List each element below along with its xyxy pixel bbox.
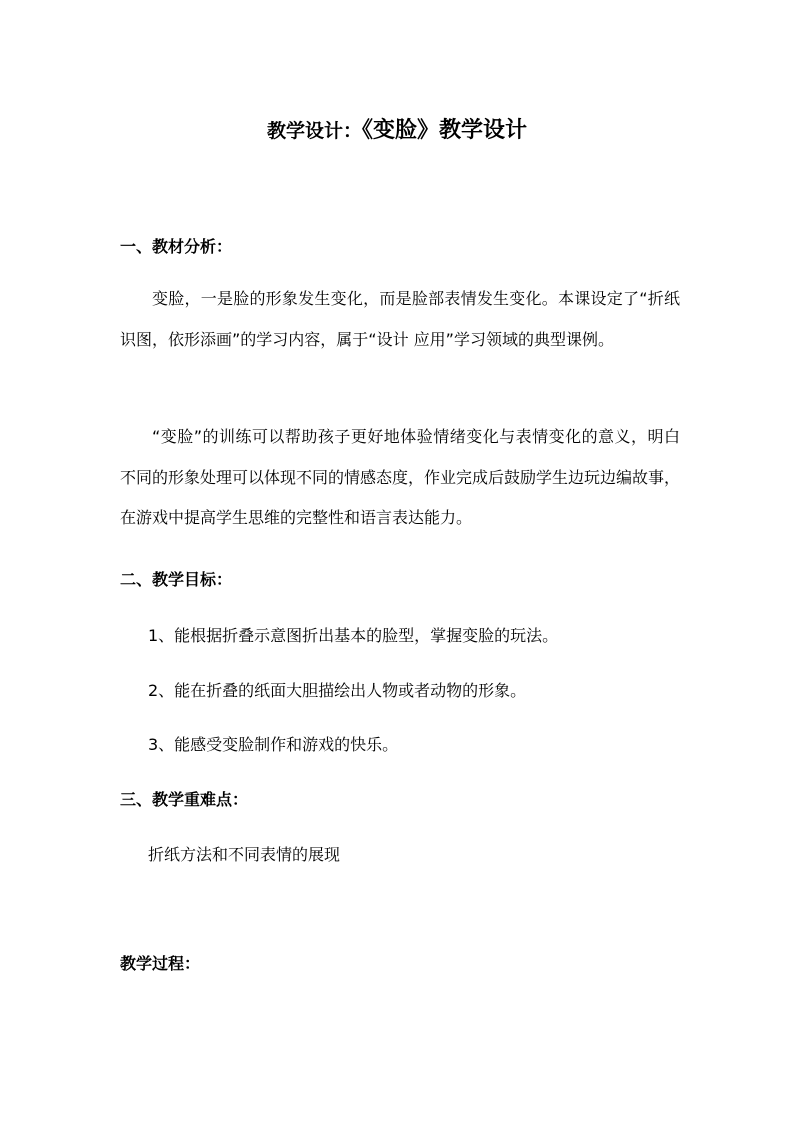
section-heading-key-points: 三、教学重难点： (120, 790, 249, 809)
title-main: 《变脸》教学设计 (362, 118, 528, 143)
key-points-text: 折纸方法和不同表情的展现 (148, 845, 341, 864)
document-title (0, 113, 794, 144)
section-heading-objectives: 二、教学目标： (120, 570, 233, 589)
title-prefix: 教学设计： (266, 120, 362, 142)
objective-item-1: 1、能根据折叠示意图折出基本的脸型，掌握变脸的玩法。 (148, 626, 559, 645)
paragraph-materials-1: 变脸，一是脸的形象发生变化，而是脸部表情发生变化。本课设定了“折纸识图，依形添画”的学习内容，属于“设计 应用”学习领域的典型课例。 (120, 289, 680, 349)
section-heading-process: 教学过程： (120, 954, 201, 973)
paragraph-materials-2: “变脸”的训练可以帮助孩子更好地体验情绪变化与表情变化的意义，明白不同的形象处理可以体现不同的情感态度，作业完成后鼓励学生边玩边编故事，在游戏中提高学生思维的完整性和语言表达能力。 (120, 427, 681, 527)
section-heading-materials: 一、教材分析： (120, 237, 233, 256)
objective-item-2: 2、能在折叠的纸面大胆描绘出人物或者动物的形象。 (148, 681, 527, 700)
objective-item-3: 3、能感受变脸制作和游戏的快乐。 (148, 735, 399, 754)
